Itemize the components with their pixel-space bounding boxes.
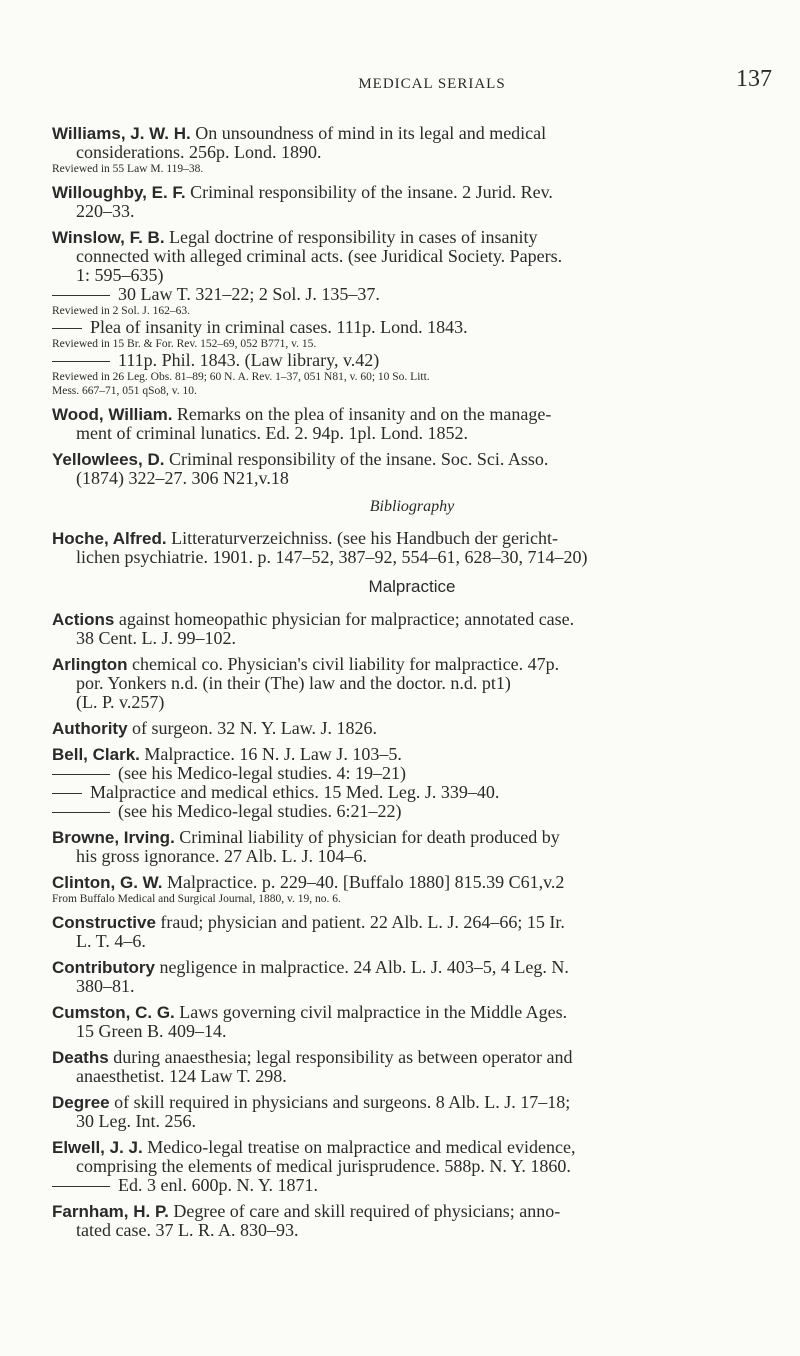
entry-author: Browne, Irving. <box>52 828 175 847</box>
entry-text: 380–81. <box>76 976 135 996</box>
bibliography-entry <box>52 183 772 221</box>
entry-line <box>52 610 772 629</box>
entry-author: Farnham, H. P. <box>52 1202 169 1221</box>
entry-text: 1: 595–635) <box>76 265 164 285</box>
ditto-dash <box>52 812 110 813</box>
bibliography-entry <box>52 529 772 567</box>
entry-text: during anaesthesia; legal responsibility as between operator and <box>108 1047 573 1067</box>
bibliography-entry <box>52 828 772 866</box>
entry-line <box>52 693 772 712</box>
entry-text: Reviewed in 55 Law M. 119–38. <box>52 163 204 175</box>
entry-line <box>52 1022 772 1041</box>
entry-line <box>52 143 772 162</box>
bibliography-heading: Bibliography <box>369 498 455 515</box>
running-head <box>52 68 772 98</box>
entry-text: 15 Green B. 409–14. <box>76 1021 227 1041</box>
entry-text: Reviewed in 2 Sol. J. 162–63. <box>52 305 190 317</box>
entry-text: his gross ignorance. 27 Alb. L. J. 104–6. <box>76 846 367 866</box>
ditto-dash <box>52 361 110 362</box>
entry-line <box>52 655 772 674</box>
entry-text: ment of criminal lunatics. Ed. 2. 94p. 1pl. Lond. 1852. <box>76 423 468 443</box>
entry-review-note <box>52 892 772 906</box>
entry-line <box>52 1138 772 1157</box>
entry-author: Bell, Clark. <box>52 745 140 764</box>
entry-text: Criminal liability of physician for death produced by <box>174 827 560 847</box>
entries-malpractice <box>52 610 772 1240</box>
entry-text: fraud; physician and patient. 22 Alb. L. J. 264–66; 15 Ir. <box>155 912 565 932</box>
entry-author: Cumston, C. G. <box>52 1003 175 1022</box>
entry-author: Yellowlees, D. <box>52 450 165 469</box>
entry-text: (1874) 322–27. 306 N21,v.18 <box>76 468 289 488</box>
bibliography-entry <box>52 1138 772 1195</box>
entry-line <box>52 719 772 738</box>
entry-line <box>52 674 772 693</box>
bibliography-entry <box>52 405 772 443</box>
entry-text: Ed. 3 enl. 600p. N. Y. 1871. <box>118 1175 318 1195</box>
entry-line <box>52 783 772 802</box>
entry-line <box>52 745 772 764</box>
entry-text: Degree of care and skill required of physicians; anno- <box>168 1201 561 1221</box>
entry-author: Authority <box>52 719 128 738</box>
entry-line <box>52 913 772 932</box>
entry-line <box>52 285 772 304</box>
entry-line <box>52 977 772 996</box>
entry-line <box>52 764 772 783</box>
entry-text: Remarks on the plea of insanity and on the manage- <box>172 404 552 424</box>
entries-top <box>52 124 772 488</box>
bibliography-entry <box>52 873 772 906</box>
entry-review-note <box>52 162 772 176</box>
entry-line <box>52 228 772 247</box>
bibliography-entry <box>52 1003 772 1041</box>
entry-author: Williams, J. W. H. <box>52 124 191 143</box>
bibliography-entry <box>52 655 772 712</box>
bibliography-entry <box>52 1093 772 1131</box>
entry-line <box>52 183 772 202</box>
entry-text: 30 Leg. Int. 256. <box>76 1111 196 1131</box>
bibliography-entry <box>52 913 772 951</box>
entry-author: Actions <box>52 610 115 629</box>
entry-line <box>52 629 772 648</box>
entry-text: (see his Medico-legal studies. 6:21–22) <box>118 801 402 821</box>
entry-text: lichen psychiatrie. 1901. p. 147–52, 387–92, 554–61, 628–30, 714–20) <box>76 547 588 567</box>
entry-text: Malpractice. 16 N. J. Law J. 103–5. <box>139 744 402 764</box>
entry-line <box>52 318 772 337</box>
entry-text: Legal doctrine of responsibility in cases of insanity <box>164 227 538 247</box>
entry-line <box>52 1048 772 1067</box>
bibliography-entry <box>52 1202 772 1240</box>
page-number: 137 <box>736 66 772 92</box>
entry-author: Deaths <box>52 1048 109 1067</box>
entry-line <box>52 266 772 285</box>
entry-text: of surgeon. 32 N. Y. Law. J. 1826. <box>127 718 378 738</box>
entry-text: Plea of insanity in criminal cases. 111p. Lond. 1843. <box>90 317 468 337</box>
entry-text: (L. P. v.257) <box>76 692 165 712</box>
entry-author: Wood, William. <box>52 405 173 424</box>
entry-line <box>52 828 772 847</box>
entry-line <box>52 529 772 548</box>
entry-line <box>52 1221 772 1240</box>
entry-text: Criminal responsibility of the insane. Soc. Sci. Asso. <box>164 449 549 469</box>
malpractice-heading: Malpractice <box>368 577 456 596</box>
entry-review-note <box>52 304 772 318</box>
entry-text: 30 Law T. 321–22; 2 Sol. J. 135–37. <box>118 284 380 304</box>
bibliography-entry <box>52 124 772 176</box>
page-body <box>52 124 772 1247</box>
entry-author: Clinton, G. W. <box>52 873 163 892</box>
entry-text: Malpractice. p. 229–40. [Buffalo 1880] 815.39 C61,v.2 <box>162 872 565 892</box>
entry-text: of skill required in physicians and surgeons. 8 Alb. L. J. 17–18; <box>109 1092 571 1112</box>
bibliography-entry <box>52 1048 772 1086</box>
entry-text: chemical co. Physician's civil liability for malpractice. 47p. <box>127 654 560 674</box>
entry-text: 111p. Phil. 1843. (Law library, v.42) <box>118 350 380 370</box>
entry-author: Constructive <box>52 913 156 932</box>
entry-line <box>52 202 772 221</box>
bibliography-entry <box>52 228 772 398</box>
entry-text: Reviewed in 26 Leg. Obs. 81–89; 60 N. A. Rev. 1–37, 051 N81, v. 60; 10 So. Litt. <box>52 371 430 383</box>
bibliography-entry <box>52 745 772 821</box>
entry-text: against homeopathic physician for malpractice; annotated case. <box>114 609 575 629</box>
entry-text: considerations. 256p. Lond. 1890. <box>76 142 322 162</box>
bibliography-entry <box>52 610 772 648</box>
bibliography-entry <box>52 719 772 738</box>
entry-text: Medico-legal treatise on malpractice and medical evidence, <box>142 1137 576 1157</box>
entry-line <box>52 405 772 424</box>
entry-line <box>52 247 772 266</box>
entry-author: Willoughby, E. F. <box>52 183 186 202</box>
entry-text: From Buffalo Medical and Surgical Journal, 1880, v. 19, no. 6. <box>52 893 341 905</box>
entry-author: Degree <box>52 1093 110 1112</box>
entry-author: Arlington <box>52 655 128 674</box>
entry-line <box>52 1003 772 1022</box>
entry-text: 38 Cent. L. J. 99–102. <box>76 628 236 648</box>
ditto-dash <box>52 1186 110 1187</box>
entry-review-note <box>52 384 772 398</box>
entry-text: Criminal responsibility of the insane. 2 Jurid. Rev. <box>185 182 553 202</box>
entry-line <box>52 802 772 821</box>
entry-text: L. T. 4–6. <box>76 931 146 951</box>
entry-text: anaesthetist. 124 Law T. 298. <box>76 1066 287 1086</box>
entry-line <box>52 932 772 951</box>
ditto-dash <box>52 774 110 775</box>
entry-text: Litteraturverzeichniss. (see his Handbuch der gericht- <box>166 528 558 548</box>
entry-text: (see his Medico-legal studies. 4: 19–21) <box>118 763 406 783</box>
entry-text: comprising the elements of medical jurisprudence. 588p. N. Y. 1860. <box>76 1156 571 1176</box>
entry-text: Laws governing civil malpractice in the Middle Ages. <box>174 1002 568 1022</box>
entry-text: On unsoundness of mind in its legal and medical <box>190 123 547 143</box>
entry-line <box>52 450 772 469</box>
entry-line <box>52 424 772 443</box>
entry-author: Contributory <box>52 958 155 977</box>
entry-line <box>52 873 772 892</box>
entry-text: Malpractice and medical ethics. 15 Med. Leg. J. 339–40. <box>90 782 500 802</box>
entry-author: Hoche, Alfred. <box>52 529 167 548</box>
bibliography-entry <box>52 450 772 488</box>
entry-line <box>52 548 772 567</box>
entry-line <box>52 351 772 370</box>
entries-bibliography <box>52 529 772 567</box>
entry-text: por. Yonkers n.d. (in their (The) law and the doctor. n.d. pt1) <box>76 673 511 693</box>
running-title: MEDICAL SERIALS <box>358 76 506 92</box>
entry-author: Elwell, J. J. <box>52 1138 143 1157</box>
entry-line <box>52 124 772 143</box>
entry-text: Mess. 667–71, 051 qSo8, v. 10. <box>52 385 197 397</box>
entry-text: 220–33. <box>76 201 135 221</box>
entry-line <box>52 1202 772 1221</box>
entry-line <box>52 1157 772 1176</box>
entry-line <box>52 1112 772 1131</box>
ditto-dash <box>52 793 82 794</box>
entry-line <box>52 1067 772 1086</box>
entry-text: tated case. 37 L. R. A. 830–93. <box>76 1220 299 1240</box>
entry-line <box>52 1093 772 1112</box>
entry-text: Reviewed in 15 Br. & For. Rev. 152–69, 052 B771, v. 15. <box>52 338 317 350</box>
entry-review-note <box>52 337 772 351</box>
ditto-dash <box>52 328 82 329</box>
entry-line <box>52 469 772 488</box>
entry-review-note <box>52 370 772 384</box>
ditto-dash <box>52 295 110 296</box>
bibliography-entry <box>52 958 772 996</box>
entry-line <box>52 958 772 977</box>
entry-line <box>52 847 772 866</box>
entry-line <box>52 1176 772 1195</box>
entry-author: Winslow, F. B. <box>52 228 165 247</box>
entry-text: negligence in malpractice. 24 Alb. L. J. 403–5, 4 Leg. N. <box>154 957 569 977</box>
entry-text: connected with alleged criminal acts. (see Juridical Society. Papers. <box>76 246 563 266</box>
